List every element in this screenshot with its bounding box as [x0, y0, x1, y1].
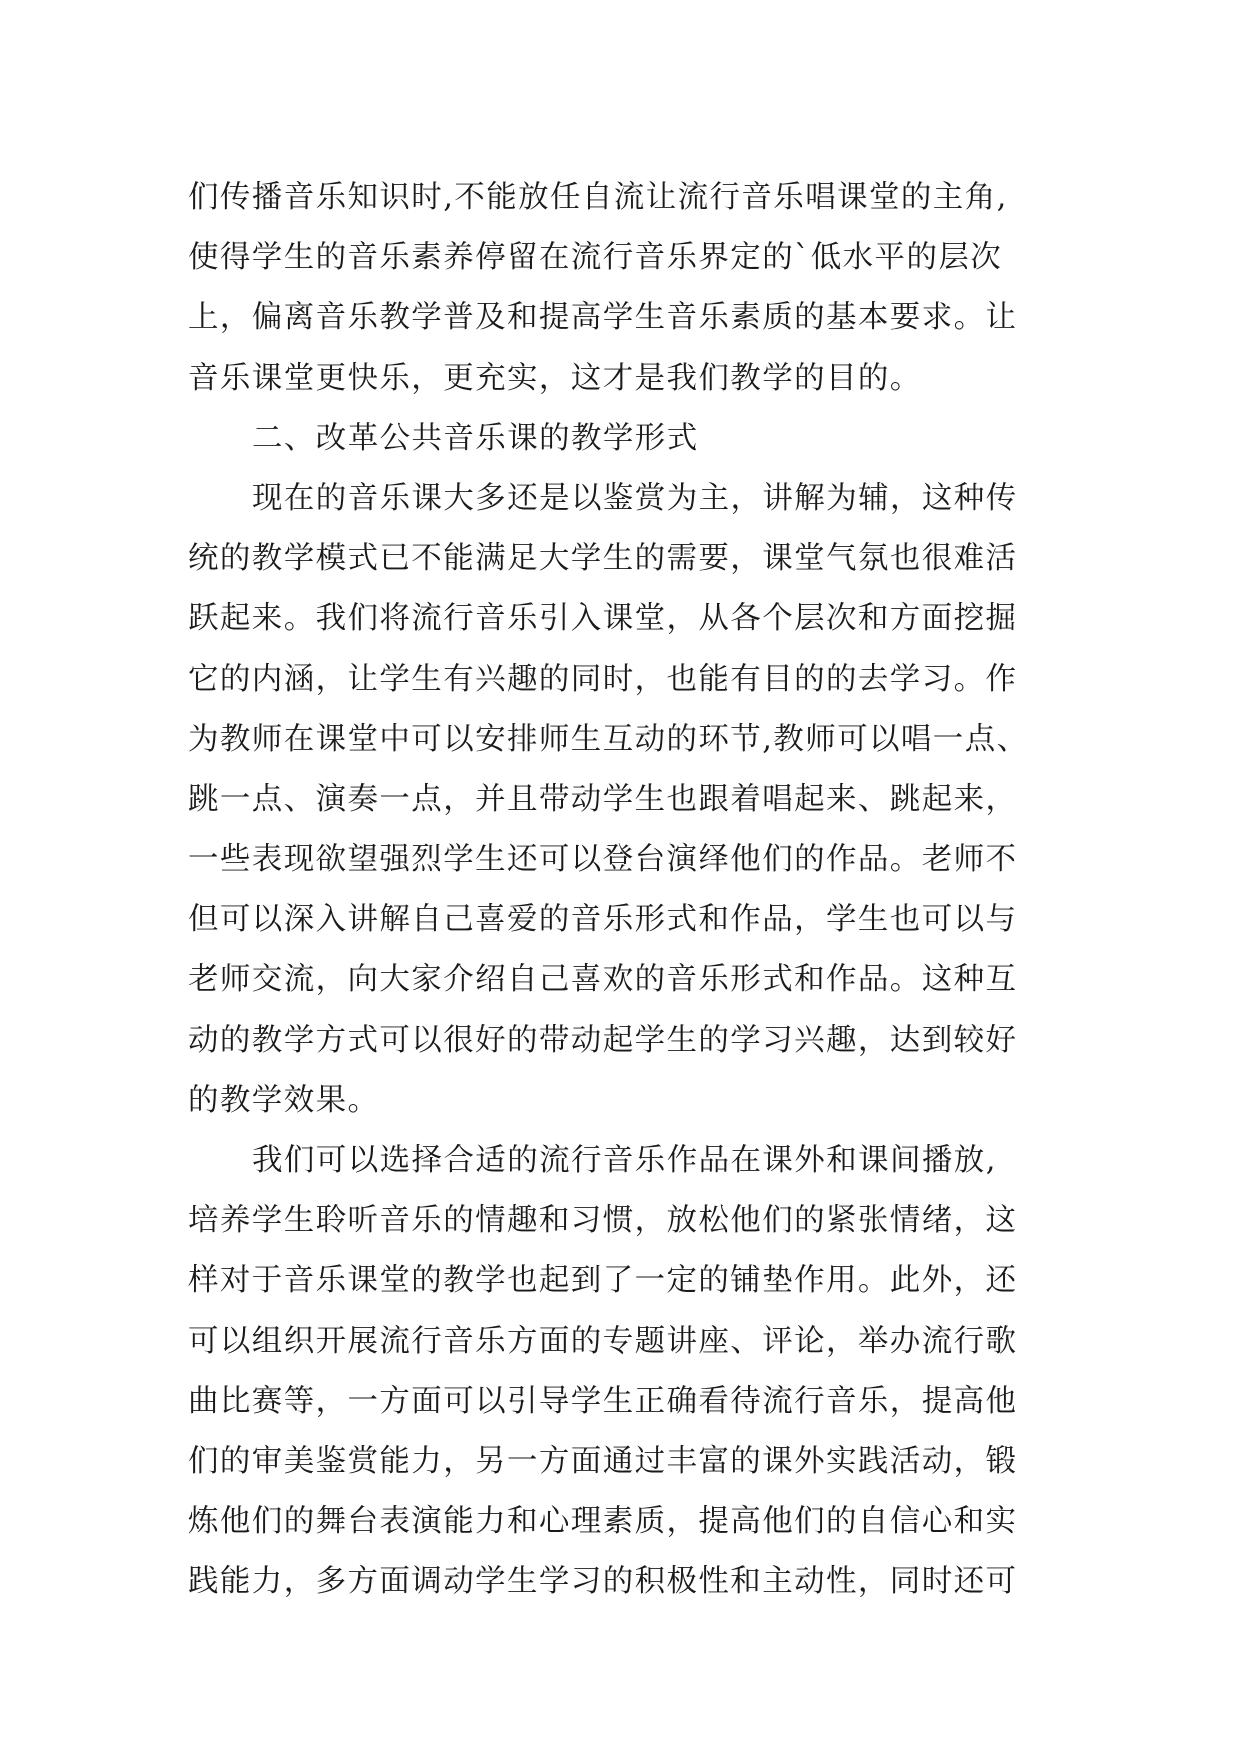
- text-line: 一些表现欲望强烈学生还可以登台演绎他们的作品。老师不: [188, 842, 1018, 878]
- text-line: 我们可以选择合适的流行音乐作品在课外和课间播放,: [252, 1143, 997, 1178]
- text-line: 上，偏离音乐教学普及和提高学生音乐素质的基本要求。让: [188, 300, 1018, 336]
- text-line: 跃起来。我们将流行音乐引入课堂，从各个层次和方面挖掘: [188, 601, 1018, 637]
- section-heading: 二、改革公共音乐课的教学形式: [252, 420, 699, 456]
- text-line: 老师交流，向大家介绍自己喜欢的音乐形式和作品。这种互: [188, 962, 1018, 998]
- text-line: 它的内涵，让学生有兴趣的同时，也能有目的的去学习。作: [188, 661, 1018, 697]
- text-line: 现在的音乐课大多还是以鉴赏为主，讲解为辅，这种传: [252, 480, 1018, 516]
- text-line: 统的教学模式已不能满足大学生的需要，课堂气氛也很难活: [188, 541, 1018, 577]
- text-line: 为教师在课堂中可以安排师生互动的环节,教师可以唱一点、: [188, 721, 1029, 757]
- body-text: [188, 168, 1088, 1613]
- text-line: 音乐课堂更快乐，更充实，这才是我们教学的目的。: [188, 360, 922, 396]
- text-line: 动的教学方式可以很好的带动起学生的学习兴趣，达到较好: [188, 1022, 1018, 1058]
- text-line: 样对于音乐课堂的教学也起到了一定的铺垫作用。此外，还: [188, 1263, 1018, 1299]
- text-line: 使得学生的音乐素养停留在流行音乐界定的`低水平的层次: [188, 240, 1003, 276]
- text-line: 们传播音乐知识时,不能放任自流让流行音乐唱课堂的主角,: [188, 180, 1008, 215]
- text-line: 炼他们的舞台表演能力和心理素质，提高他们的自信心和实: [188, 1504, 1018, 1540]
- text-line: 曲比赛等，一方面可以引导学生正确看待流行音乐，提高他: [188, 1383, 1018, 1419]
- text-line: 培养学生聆听音乐的情趣和习惯，放松他们的紧张情绪，这: [188, 1203, 1018, 1239]
- text-line: 们的审美鉴赏能力，另一方面通过丰富的课外实践活动，锻: [188, 1443, 1018, 1479]
- text-line: 但可以深入讲解自己喜爱的音乐形式和作品，学生也可以与: [188, 902, 1018, 938]
- text-line: 可以组织开展流行音乐方面的专题讲座、评论，举办流行歌: [188, 1323, 1018, 1359]
- text-line: 践能力，多方面调动学生学习的积极性和主动性，同时还可: [188, 1564, 1018, 1600]
- text-line: 的教学效果。: [188, 1082, 380, 1118]
- text-line: 跳一点、演奏一点，并且带动学生也跟着唱起来、跳起来，: [188, 781, 1018, 817]
